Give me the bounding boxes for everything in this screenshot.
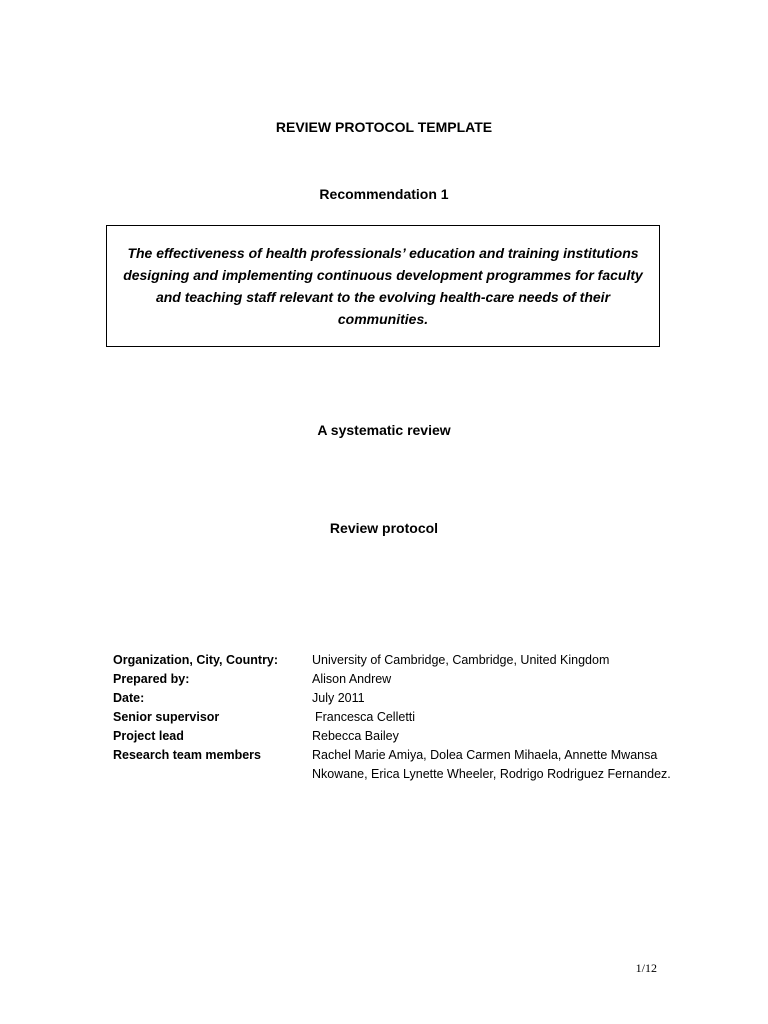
detail-row-project-lead <box>113 727 673 746</box>
detail-label: Project lead <box>113 729 184 743</box>
detail-value: Rebecca Bailey <box>312 729 399 743</box>
recommendation-heading: Recommendation 1 <box>319 186 449 202</box>
protocol-details <box>113 651 673 784</box>
detail-row-prepared-by <box>113 670 673 689</box>
detail-row-senior-supervisor <box>113 708 673 727</box>
detail-row-date <box>113 689 673 708</box>
detail-value: Francesca Celletti <box>315 710 416 724</box>
detail-label: Prepared by: <box>113 672 190 686</box>
review-protocol-heading: Review protocol <box>329 520 439 536</box>
detail-value: Rachel Marie Amiya, Dolea Carmen Mihaela, Annette Mwansa Nkowane, Erica Lynette Wheeler, Rodrigo Rodriguez Fernandez. <box>312 748 671 781</box>
detail-value: Alison Andrew <box>312 672 392 686</box>
page-number: 1/12 <box>635 961 657 975</box>
detail-value: July 2011 <box>312 691 365 705</box>
detail-label: Senior supervisor <box>113 710 220 724</box>
detail-row-organization <box>113 651 673 670</box>
detail-row-research-team <box>113 746 673 784</box>
recommendation-text: The effectiveness of health professionals’ education and training institutions designing and implementing continuous development programmes for faculty and teaching staff relevant to the evolving health-care needs of their communities. <box>123 245 643 327</box>
detail-label: Date: <box>113 691 145 705</box>
recommendation-box <box>106 225 660 347</box>
systematic-review-heading: A systematic review <box>317 422 451 438</box>
detail-value: University of Cambridge, Cambridge, United Kingdom <box>312 653 610 667</box>
document-title: REVIEW PROTOCOL TEMPLATE <box>275 119 493 135</box>
detail-label: Research team members <box>113 748 261 762</box>
detail-label: Organization, City, Country: <box>113 653 279 667</box>
